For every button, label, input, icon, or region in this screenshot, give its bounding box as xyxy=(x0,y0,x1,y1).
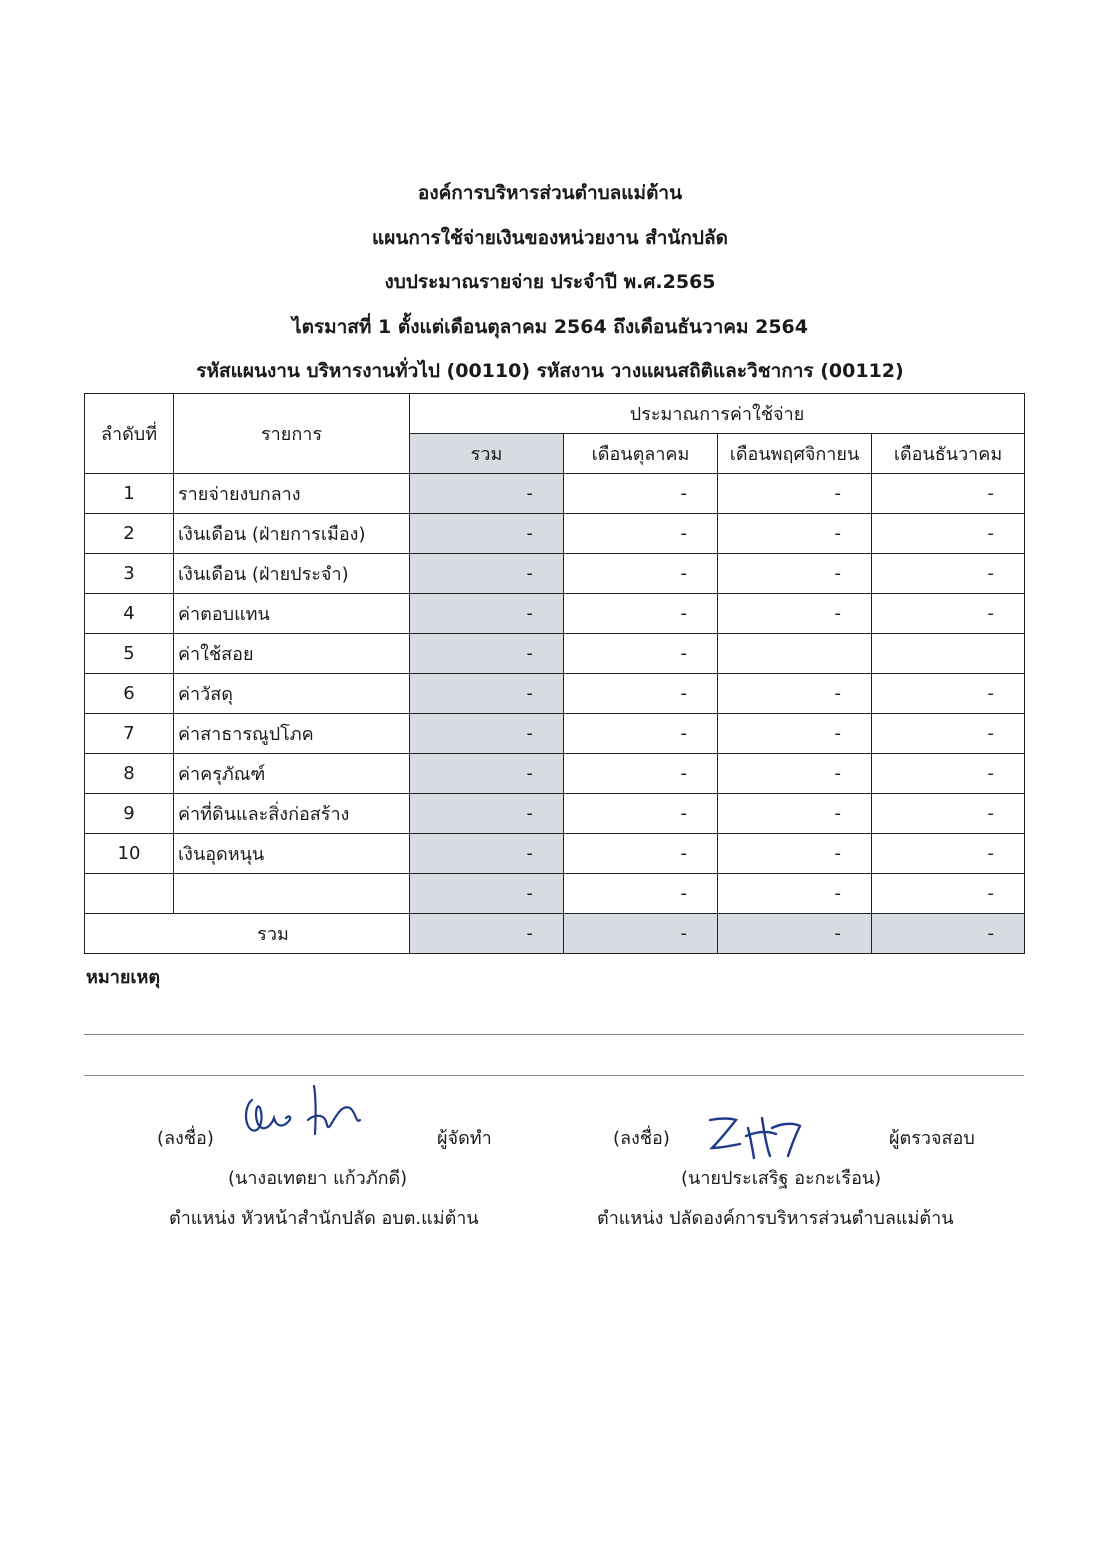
table-row xyxy=(85,634,1025,674)
row-number: 9 xyxy=(85,794,174,834)
left-handwritten-signature xyxy=(238,1078,373,1148)
org-name: องค์การบริหารส่วนตำบลแม่ต้าน xyxy=(417,182,683,204)
row-total: - xyxy=(410,674,564,714)
row-dec: - xyxy=(872,554,1025,594)
row-dec xyxy=(872,634,1025,674)
row-item: ค่าสาธารณูปโภค xyxy=(174,714,410,754)
row-item xyxy=(174,874,410,914)
row-total: - xyxy=(410,594,564,634)
row-item: ค่าครุภัณฑ์ xyxy=(174,754,410,794)
row-total: - xyxy=(410,874,564,914)
plan-code: รหัสแผนงาน บริหารงานทั่วไป (00110) รหัสงาน วางแผนสถิติและวิชาการ (00112) xyxy=(196,360,904,382)
row-item: รายจ่ายงบกลาง xyxy=(174,474,410,514)
row-total: - xyxy=(410,554,564,594)
row-dec: - xyxy=(872,514,1025,554)
row-total: - xyxy=(410,634,564,674)
row-oct: - xyxy=(564,834,718,874)
row-dec: - xyxy=(872,794,1025,834)
row-number: 5 xyxy=(85,634,174,674)
row-total: - xyxy=(410,834,564,874)
row-dec: - xyxy=(872,754,1025,794)
remark-line-1 xyxy=(84,1034,1024,1035)
right-handwritten-signature xyxy=(700,1106,810,1164)
row-nov: - xyxy=(718,834,872,874)
row-nov: - xyxy=(718,674,872,714)
right-role: ผู้ตรวจสอบ xyxy=(889,1128,975,1149)
table-row xyxy=(85,514,1025,554)
total-label: รวม xyxy=(85,914,410,954)
row-oct: - xyxy=(564,874,718,914)
row-number: 10 xyxy=(85,834,174,874)
row-item: ค่าตอบแทน xyxy=(174,594,410,634)
row-nov: - xyxy=(718,514,872,554)
header-oct: เดือนตุลาคม xyxy=(564,434,718,474)
budget-table xyxy=(84,393,1025,954)
table-body xyxy=(85,474,1025,914)
row-total: - xyxy=(410,754,564,794)
table-row xyxy=(85,754,1025,794)
header-no: ลำดับที่ xyxy=(85,394,174,474)
row-oct: - xyxy=(564,474,718,514)
row-item: ค่าใช้สอย xyxy=(174,634,410,674)
row-oct: - xyxy=(564,594,718,634)
quarter-period: ไตรมาสที่ 1 ตั้งแต่เดือนตุลาคม 2564 ถึงเดือนธันวาคม 2564 xyxy=(292,315,808,338)
row-oct: - xyxy=(564,754,718,794)
total-dec: - xyxy=(872,914,1025,954)
row-nov: - xyxy=(718,794,872,834)
table-row xyxy=(85,874,1025,914)
total-nov: - xyxy=(718,914,872,954)
row-item: ค่าที่ดินและสิ่งก่อสร้าง xyxy=(174,794,410,834)
row-dec: - xyxy=(872,834,1025,874)
row-number: 6 xyxy=(85,674,174,714)
row-total: - xyxy=(410,514,564,554)
row-nov: - xyxy=(718,554,872,594)
header-estimate-group: ประมาณการค่าใช้จ่าย xyxy=(410,394,1025,434)
total-sum: - xyxy=(410,914,564,954)
table-row xyxy=(85,594,1025,634)
row-number: 2 xyxy=(85,514,174,554)
right-position: ตำแหน่ง ปลัดองค์การบริหารส่วนตำบลแม่ต้าน xyxy=(597,1208,954,1229)
left-position: ตำแหน่ง หัวหน้าสำนักปลัด อบต.แม่ต้าน xyxy=(169,1208,479,1229)
row-dec: - xyxy=(872,594,1025,634)
row-oct: - xyxy=(564,554,718,594)
row-total: - xyxy=(410,714,564,754)
row-nov: - xyxy=(718,594,872,634)
header-item: รายการ xyxy=(174,394,410,474)
row-nov: - xyxy=(718,874,872,914)
remark-line-2 xyxy=(84,1075,1024,1076)
header-dec: เดือนธันวาคม xyxy=(872,434,1025,474)
right-name: (นายประเสริฐ อะกะเรือน) xyxy=(681,1168,882,1189)
row-nov xyxy=(718,634,872,674)
row-item: เงินอุดหนุน xyxy=(174,834,410,874)
row-dec: - xyxy=(872,474,1025,514)
left-sign-prefix: (ลงชื่อ) xyxy=(157,1128,214,1149)
total-row xyxy=(85,914,1025,954)
row-nov: - xyxy=(718,474,872,514)
row-oct: - xyxy=(564,634,718,674)
left-name: (นางอเทตยา แก้วภักดี) xyxy=(228,1168,408,1189)
header-nov: เดือนพฤศจิกายน xyxy=(718,434,872,474)
row-dec: - xyxy=(872,874,1025,914)
row-total: - xyxy=(410,794,564,834)
row-item: ค่าวัสดุ xyxy=(174,674,410,714)
table-row xyxy=(85,674,1025,714)
row-oct: - xyxy=(564,794,718,834)
row-oct: - xyxy=(564,674,718,714)
row-item: เงินเดือน (ฝ่ายการเมือง) xyxy=(174,514,410,554)
table-row xyxy=(85,794,1025,834)
row-dec: - xyxy=(872,714,1025,754)
row-total: - xyxy=(410,474,564,514)
row-number: 1 xyxy=(85,474,174,514)
row-dec: - xyxy=(872,674,1025,714)
table-row xyxy=(85,554,1025,594)
row-number: 3 xyxy=(85,554,174,594)
left-role: ผู้จัดทำ xyxy=(437,1128,492,1149)
row-oct: - xyxy=(564,514,718,554)
document-header xyxy=(0,176,1100,399)
row-item: เงินเดือน (ฝ่ายประจำ) xyxy=(174,554,410,594)
row-nov: - xyxy=(718,714,872,754)
total-oct: - xyxy=(564,914,718,954)
header-total: รวม xyxy=(410,434,564,474)
right-sign-prefix: (ลงชื่อ) xyxy=(613,1128,670,1149)
row-nov: - xyxy=(718,754,872,794)
row-number xyxy=(85,874,174,914)
row-number: 4 xyxy=(85,594,174,634)
row-number: 8 xyxy=(85,754,174,794)
table-row xyxy=(85,474,1025,514)
plan-title: แผนการใช้จ่ายเงินของหน่วยงาน สำนักปลัด xyxy=(372,226,728,249)
row-oct: - xyxy=(564,714,718,754)
row-number: 7 xyxy=(85,714,174,754)
remark-label: หมายเหตุ xyxy=(86,967,161,988)
budget-year: งบประมาณรายจ่าย ประจำปี พ.ศ.2565 xyxy=(384,271,716,293)
table-row xyxy=(85,714,1025,754)
table-row xyxy=(85,834,1025,874)
